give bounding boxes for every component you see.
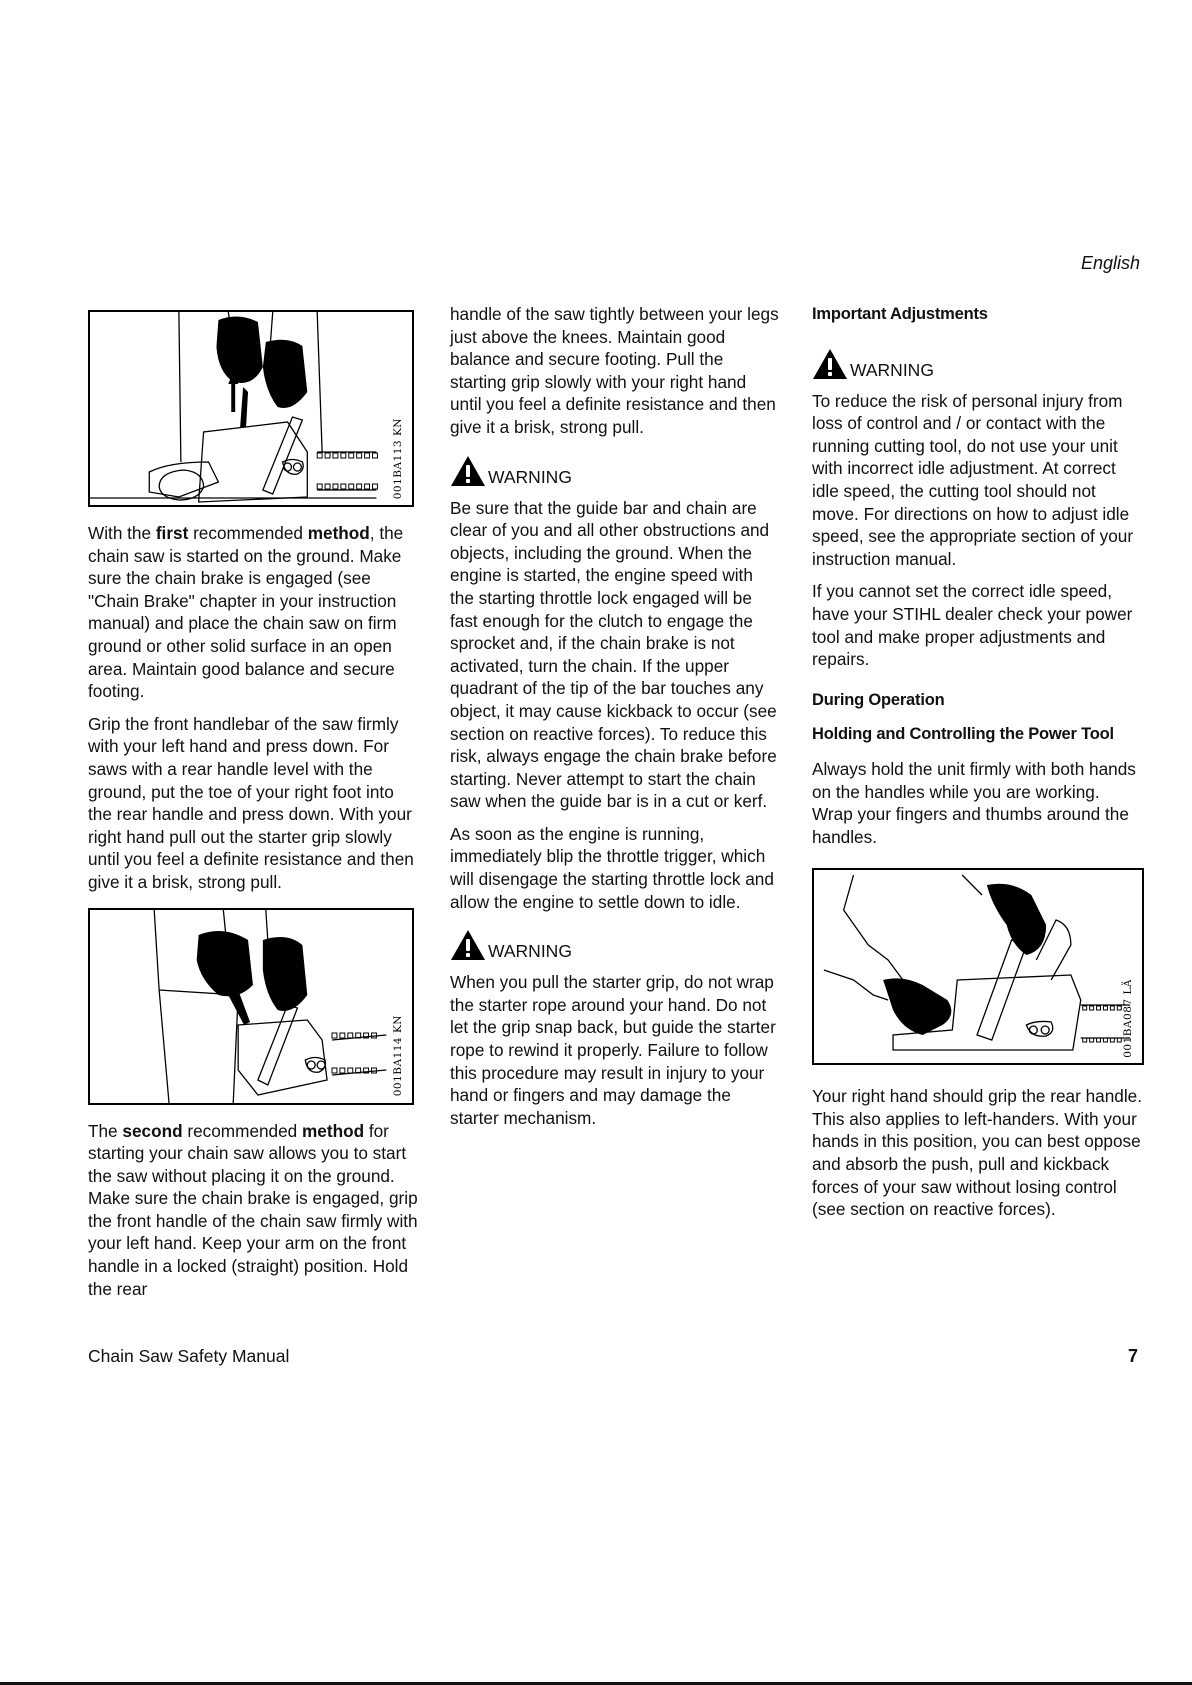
paragraph-second-method: The second recommended method for starting your chain saw allows you to start the saw without placing it on the ground. Make sure the chain brake is engaged, grip the front handle of the chain saw firmly with your left hand. Keep your arm on the front handle in a locked (straight) position. Hold the rear xyxy=(88,1120,418,1299)
heading-holding-controlling: Holding and Controlling the Power Tool xyxy=(812,725,1114,744)
paragraph-right-hand-grip: Your right hand should grip the rear handle. This also applies to left-handers. With your hands in this position, you can best oppose and absorb the push, pull and kickback forces of your saw without losing control (see section on reactive forces). xyxy=(812,1086,1142,1220)
emphasis-method: method xyxy=(307,523,370,543)
footer-title: Chain Saw Safety Manual xyxy=(88,1346,290,1366)
emphasis-first: first xyxy=(155,523,189,543)
warning-triangle-icon xyxy=(450,455,486,487)
column-3 xyxy=(812,303,1142,1231)
warning-heading xyxy=(450,455,780,487)
warning-triangle-icon xyxy=(812,348,848,380)
page-number: 7 xyxy=(1127,1346,1138,1366)
column-2 xyxy=(450,303,780,1139)
emphasis-second: second xyxy=(122,1120,183,1141)
warning-label: WARNING xyxy=(488,466,572,487)
emphasis-method: method xyxy=(302,1120,365,1141)
paragraph-stihl-dealer: If you cannot set the correct idle speed, have your STIHL dealer check your power tool and make proper adjustments and repairs. xyxy=(812,581,1133,670)
chainsaw-two-hands-illustration xyxy=(814,870,1142,1063)
figure-code: 001BA114 KN xyxy=(392,1015,405,1097)
paragraph-rear-handle-legs: handle of the saw tightly between your legs just above the knees. Maintain good balance and secure footing. Pull the starting grip slowly with your right hand until you feel a definite resistance and then give it a brisk, strong pull. xyxy=(450,304,779,437)
figure-code: 001BA087 LÄ xyxy=(1122,978,1135,1058)
warning-heading xyxy=(450,929,780,961)
warning-label: WARNING xyxy=(850,359,934,380)
paragraph-blip-throttle: As soon as the engine is running, immediately blip the throttle trigger, which will disengage the starting throttle lock and allow the engine to settle down to idle. xyxy=(450,823,774,912)
figure-start-between-legs xyxy=(88,908,414,1105)
warning-heading xyxy=(812,348,1142,380)
paragraph-grip-front-handlebar: Grip the front handlebar of the saw firmly with your left hand and press down. For saws with a rear handle level with the ground, put the toe of your right foot into the rear handle and press down. With your right hand pull out the starter grip slowly until you feel a definite resistance and then give it a brisk, strong pull. xyxy=(88,713,414,892)
heading-important-adjustments: Important Adjustments xyxy=(812,305,988,323)
figure-holding-saw xyxy=(812,868,1144,1065)
paragraph-starter-rope: When you pull the starter grip, do not wrap the starter rope around your hand. Do not let the grip snap back, but guide the starter rope to rewind it properly. Failure to follow this procedure may result in injury to your hand or fingers and may damage the starter mechanism. xyxy=(450,972,776,1128)
paragraph-idle-adjustment: To reduce the risk of personal injury from loss of control and / or contact with the running cutting tool, do not use your unit with incorrect idle adjustment. At correct idle speed, the cutting tool should not move. For directions on how to adjust idle speed, see the appropriate section of your instruction manual. xyxy=(812,390,1134,569)
language-label: English xyxy=(1080,253,1140,273)
figure-code: 001BA113 KN xyxy=(392,417,405,499)
warning-triangle-icon xyxy=(450,929,486,961)
paragraph-guide-bar-clear: Be sure that the guide bar and chain are clear of you and all other obstructions and objects, including the ground. When the engine is started, the engine speed with the starting throttle lock engaged will be fast enough for the clutch to engage the sprocket and, if the chain brake is not activated, turn the chain. If the upper quadrant of the tip of the bar touches any object, it may cause kickback to occur (see section on reactive forces). To reduce this risk, always engage the chain brake before starting. Never attempt to start the chain saw when the guide bar is in a cut or kerf. xyxy=(450,497,777,812)
chainsaw-legs-start-illustration xyxy=(90,910,412,1103)
warning-label: WARNING xyxy=(488,941,572,962)
paragraph-first-method: With the first recommended method, the chain saw is started on the ground. Make sure the chain brake is engaged (see "Chain Brake" chapter in your instruction manual) and place the chain saw on firm ground or other solid surface in an open area. Maintain good balance and secure footing. xyxy=(88,523,404,702)
paragraph-hold-firmly: Always hold the unit firmly with both hands on the handles while you are working. Wrap your fingers and thumbs around the handles. xyxy=(812,758,1136,847)
heading-during-operation: During Operation xyxy=(812,690,945,709)
figure-start-on-ground xyxy=(88,310,414,507)
column-1 xyxy=(88,310,418,1310)
chainsaw-ground-start-illustration xyxy=(90,312,412,505)
